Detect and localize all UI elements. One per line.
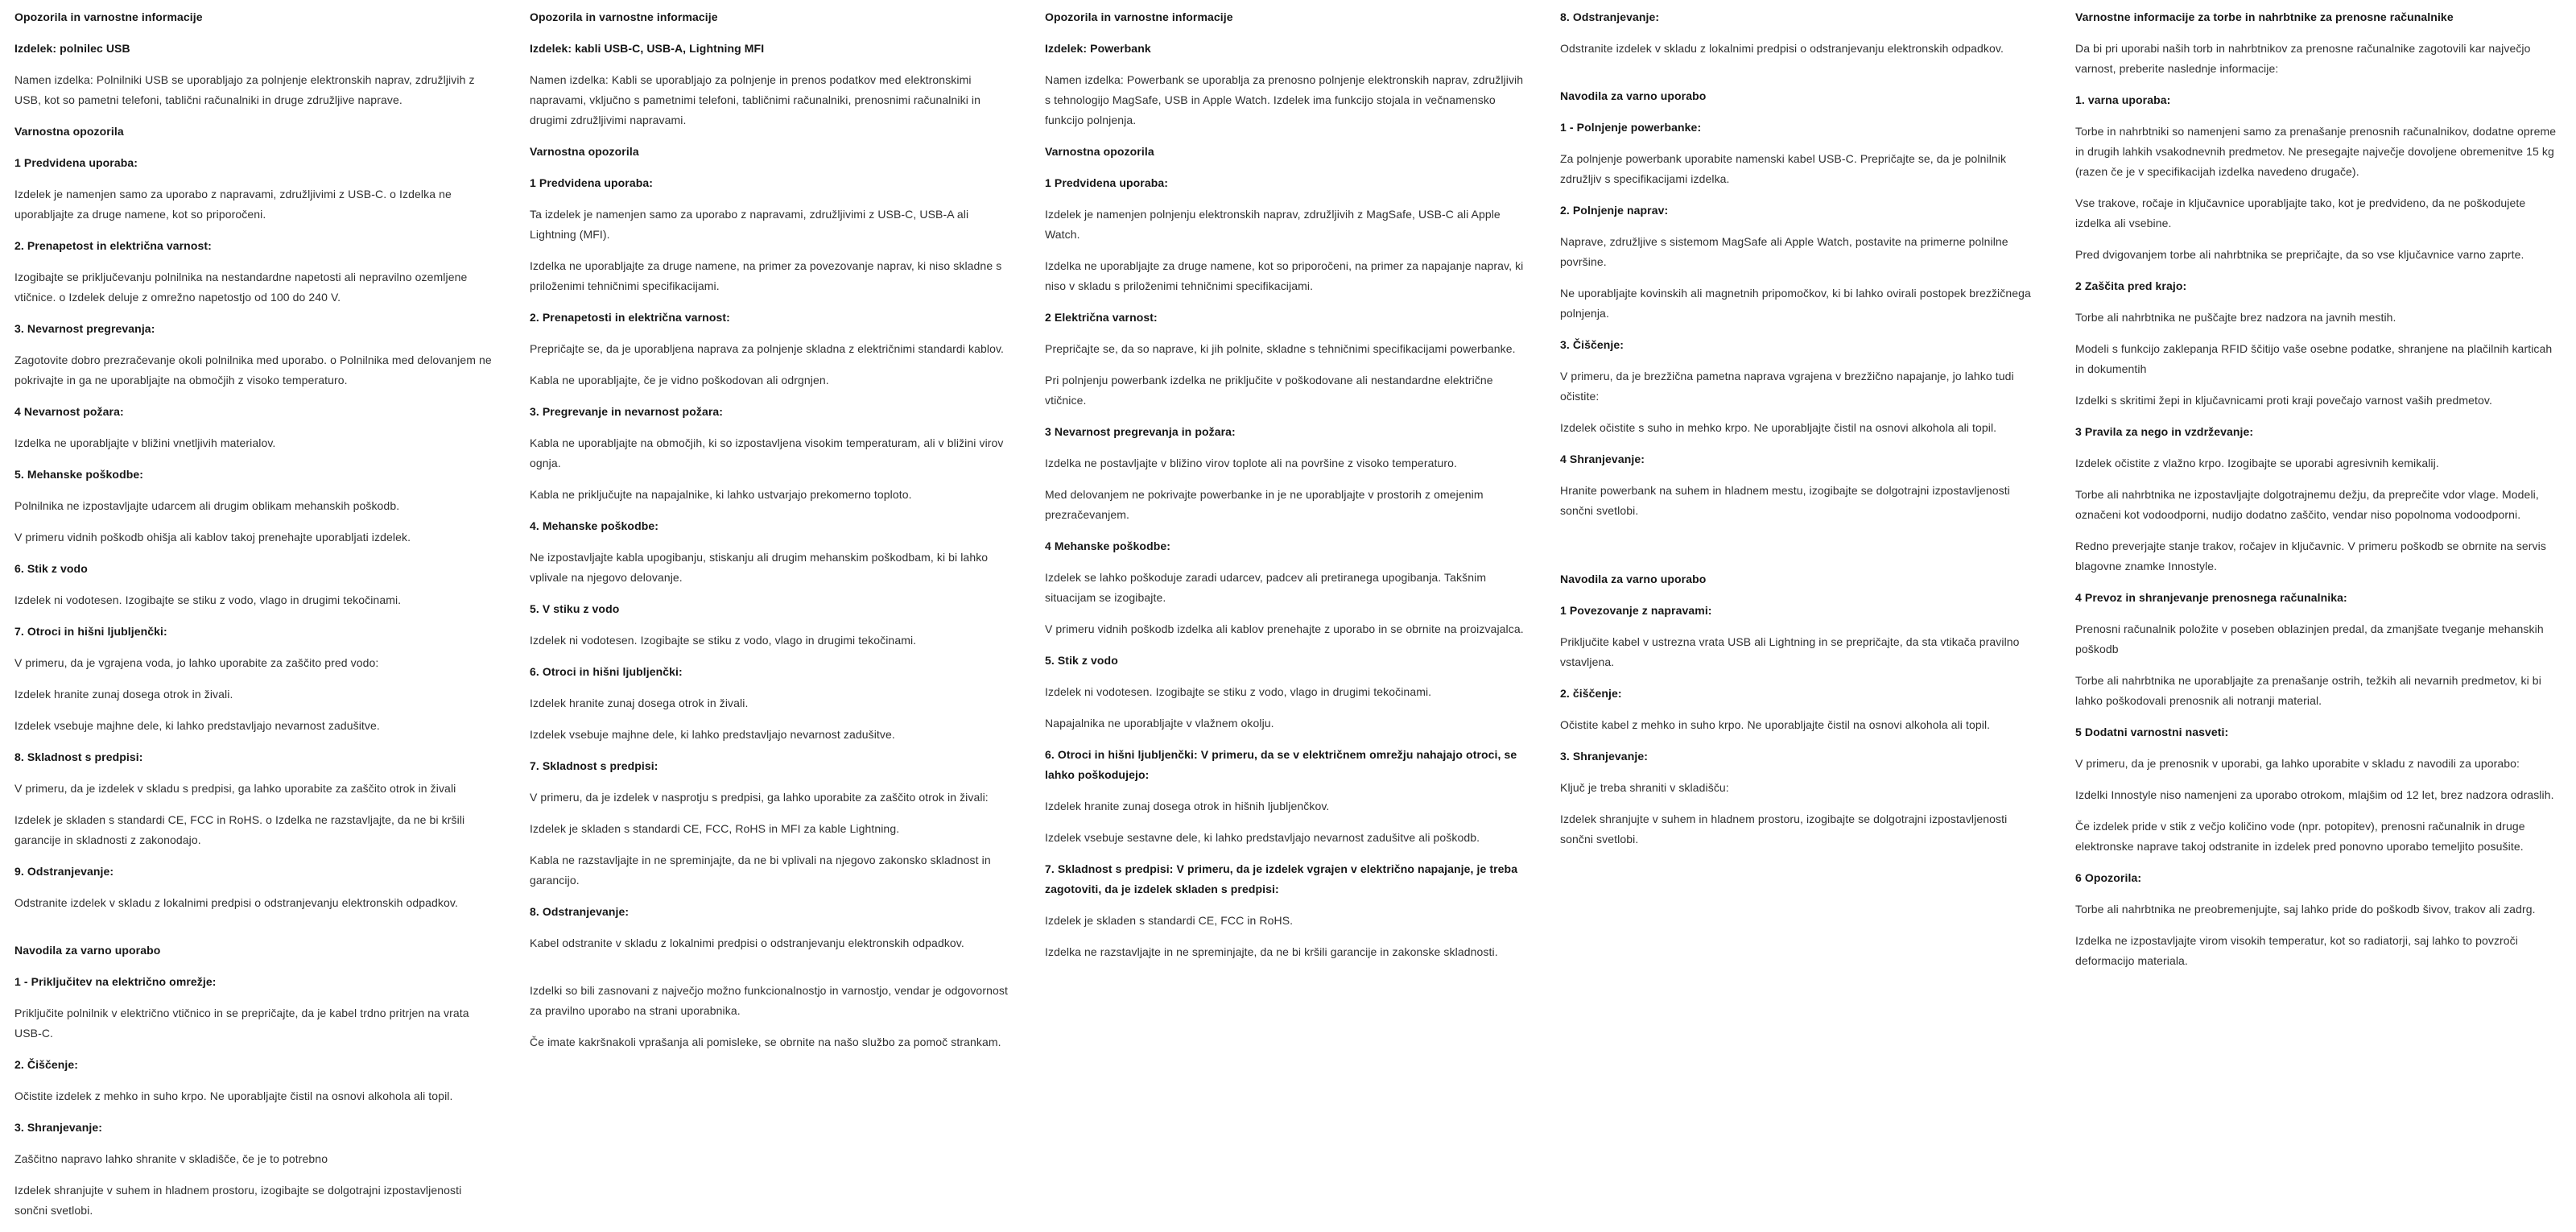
paragraph: Če imate kakršnakoli vprašanja ali pomisleke, se obrnite na našo službo za pomoč strankam. <box>530 1036 1001 1048</box>
paragraph: V primeru, da je prenosnik v uporabi, ga lahko uporabite v skladu z navodili za uporabo: <box>2075 757 2520 770</box>
section-heading: Opozorila in varnostne informacije <box>14 10 203 23</box>
paragraph: Izdelki Innostyle niso namenjeni za uporabo otrokom, mlajšim od 12 let, brez nadzora odraslih. <box>2075 788 2554 801</box>
paragraph: Če izdelek pride v stik z večjo količino vode (npr. potopitev), prenosni računalnik in druge elektronske naprave takoj odstranite in izdelek pred ponovno uporabo temeljito posušite. <box>2075 820 2525 853</box>
paragraph: Izdelka ne postavljajte v bližino virov toplote ali na površine z visoko temperaturo. <box>1045 457 1457 469</box>
paragraph: Izdelek očistite z vlažno krpo. Izogibajte se uporabi agresivnih kemikalij. <box>2075 457 2439 469</box>
paragraph: V primeru, da je vgrajena voda, jo lahko uporabite za zaščito pred vodo: <box>14 656 379 669</box>
paragraph: Vse trakove, ročaje in ključavnice uporabljajte tako, kot je predvideno, da ne poškodujete izdelka ali vsebine. <box>2075 196 2526 229</box>
section-heading: Opozorila in varnostne informacije <box>530 10 718 23</box>
section-heading: 7. Skladnost s predpisi: V primeru, da je izdelek vgrajen v električno napajanje, je treba zagotoviti, da je izdelek skladen s predpisi: <box>1045 862 1518 895</box>
section-heading: 6. Otroci in hišni ljubljenčki: <box>530 665 683 678</box>
section-heading: 2 Električna varnost: <box>1045 311 1158 324</box>
paragraph: Izdelek je namenjen polnjenju elektronskih naprav, združljivih z MagSafe, USB-C ali Apple Watch. <box>1045 208 1501 241</box>
paragraph: V primeru, da je izdelek v skladu s predpisi, ga lahko uporabite za zaščito otrok in živali <box>14 782 456 795</box>
section-heading: Varnostna opozorila <box>14 125 124 138</box>
paragraph: Izogibajte se priključevanju polnilnika na nestandardne napetosti ali nepravilno ozemljene vtičnice. o Izdelek deluje z omrežno napetostjo od 100 do 240 V. <box>14 271 468 304</box>
section-heading: 3. Pregrevanje in nevarnost požara: <box>530 405 724 418</box>
section-heading: 8. Odstranjevanje: <box>530 905 630 918</box>
paragraph: Odstranite izdelek v skladu z lokalnimi predpisi o odstranjevanju elektronskih odpadkov. <box>14 896 458 909</box>
paragraph: Torbe in nahrbtniki so namenjeni samo za prenašanje prenosnih računalnikov, dodatne opreme in drugih lahkih vsakodnevnih predmetov. Ne presegajte največje dovoljene obremenitve 15 kg (razen če je v specifikacijah izdelka navedeno drugače). <box>2075 125 2557 178</box>
paragraph: Izdelek vsebuje majhne dele, ki lahko predstavljajo nevarnost zadušitve. <box>14 719 380 732</box>
paragraph: Hranite powerbank na suhem in hladnem mestu, izogibajte se dolgotrajni izpostavljenosti sončni svetlobi. <box>1560 484 2010 517</box>
paragraph: Napajalnika ne uporabljajte v vlažnem okolju. <box>1045 717 1274 730</box>
section-heading: Navodila za varno uporabo <box>14 944 161 957</box>
paragraph: Kabla ne uporabljajte, če je vidno poškodovan ali odrgnjen. <box>530 374 829 387</box>
section-heading: 4 Shranjevanje: <box>1560 453 1645 465</box>
section-heading: 5. V stiku z vodo <box>530 602 620 615</box>
section-heading: 4 Prevoz in shranjevanje prenosnega računalnika: <box>2075 591 2347 604</box>
paragraph: Med delovanjem ne pokrivajte powerbanke in je ne uporabljajte v prostorih z omejenim prezračevanjem. <box>1045 488 1484 521</box>
paragraph: Izdelka ne razstavljajte in ne spreminjajte, da ne bi kršili garancije in zakonske skladnosti. <box>1045 945 1498 958</box>
section-heading: 2. Polnjenje naprav: <box>1560 204 1669 217</box>
section-heading: 4. Mehanske poškodbe: <box>530 519 659 532</box>
section-heading: Varnostna opozorila <box>1045 145 1154 158</box>
section-heading: 8. Odstranjevanje: <box>1560 10 1660 23</box>
paragraph: Priključite kabel v ustrezna vrata USB ali Lightning in se prepričajte, da sta vtikača pravilno vstavljena. <box>1560 635 2020 668</box>
column-usage-instructions <box>1546 0 2061 861</box>
section-heading: 5 Dodatni varnostni nasveti: <box>2075 726 2229 738</box>
section-heading: 3. Čiščenje: <box>1560 338 1624 351</box>
paragraph: Kabla ne razstavljajte in ne spreminjajte, da ne bi vplivali na njegovo zakonsko skladnost in garancijo. <box>530 854 991 887</box>
paragraph: Izdelki so bili zasnovani z največjo možno funkcionalnostjo in varnostjo, vendar je odgovornost za pravilno uporabo na strani uporabnika. <box>530 984 1008 1017</box>
paragraph: Zaščitno napravo lahko shranite v skladišče, če je to potrebno <box>14 1152 328 1165</box>
section-heading: 7. Otroci in hišni ljubljenčki: <box>14 625 167 638</box>
paragraph: Prepričajte se, da so naprave, ki jih polnite, skladne s tehničnimi specifikacijami powerbanke. <box>1045 342 1516 355</box>
paragraph: V primeru, da je brezžična pametna naprava vgrajena v brezžično napajanje, jo lahko tudi očistite: <box>1560 370 2014 403</box>
section-heading: 3 Nevarnost pregrevanja in požara: <box>1045 425 1236 438</box>
paragraph: Prepričajte se, da je uporabljena naprava za polnjenje skladna z električnimi standardi kablov. <box>530 342 1005 355</box>
paragraph: V primeru vidnih poškodb ohišja ali kablov takoj prenehajte uporabljati izdelek. <box>14 531 411 544</box>
paragraph: Izdelek hranite zunaj dosega otrok in živali. <box>14 688 233 701</box>
section-heading: Varnostne informacije za torbe in nahrbtnike za prenosne računalnike <box>2075 10 2454 23</box>
paragraph: Priključite polnilnik v električno vtičnico in se prepričajte, da je kabel trdno pritrjen na vrata USB-C. <box>14 1007 469 1040</box>
section-heading: 9. Odstranjevanje: <box>14 865 114 878</box>
paragraph: Izdelka ne uporabljajte za druge namene, kot so priporočeni, na primer za napajanje naprav, ki niso v skladu s priloženimi tehničnimi specifikacijami. <box>1045 259 1524 292</box>
paragraph: Polnilnika ne izpostavljajte udarcem ali drugim oblikam mehanskih poškodb. <box>14 499 400 512</box>
paragraph: Ta izdelek je namenjen samo za uporabo z napravami, združljivimi z USB-C, USB-A ali Lightning (MFI). <box>530 208 969 241</box>
paragraph: Izdelek je skladen s standardi CE, FCC in RoHS. o Izdelka ne razstavljajte, da ne bi kršili garancije in skladnosti z zakonodajo. <box>14 813 465 846</box>
paragraph: Izdelek ni vodotesen. Izogibajte se stiku z vodo, vlago in drugimi tekočinami. <box>530 634 917 647</box>
section-heading: 2. čiščenje: <box>1560 687 1622 700</box>
paragraph: Modeli s funkcijo zaklepanja RFID ščitijo vaše osebne podatke, shranjene na plačilnih karticah in dokumentih <box>2075 342 2553 375</box>
paragraph: Izdelek se lahko poškoduje zaradi udarcev, padcev ali pretiranega upogibanja. Takšnim situacijam se izogibajte. <box>1045 571 1487 604</box>
paragraph: Izdelka ne izpostavljajte virom visokih temperatur, kot so radiatorji, saj lahko to povzroči deformacijo materiala. <box>2075 934 2518 967</box>
section-heading: 7. Skladnost s predpisi: <box>530 759 658 772</box>
paragraph: Pri polnjenju powerbank izdelka ne priključite v poškodovane ali nestandardne električne vtičnice. <box>1045 374 1493 407</box>
paragraph: Očistite kabel z mehko in suho krpo. Ne uporabljajte čistil na osnovi alkohola ali topil. <box>1560 718 1991 731</box>
paragraph: Izdelek hranite zunaj dosega otrok in živali. <box>530 697 749 709</box>
section-heading: Izdelek: polnilec USB <box>14 42 130 55</box>
paragraph: Ne izpostavljajte kabla upogibanju, stiskanju ali drugim mehanskim poškodbam, ki bi lahko vplivale na njegovo delovanje. <box>530 551 989 584</box>
section-heading: 6 Opozorila: <box>2075 871 2142 884</box>
section-heading: 5. Stik z vodo <box>1045 654 1118 667</box>
section-heading: Varnostna opozorila <box>530 145 639 158</box>
section-heading: 6. Otroci in hišni ljubljenčki: V primeru, da se v električnem omrežju nahajajo otroci, se lahko poškodujejo: <box>1045 748 1517 781</box>
paragraph: Pred dvigovanjem torbe ali nahrbtnika se prepričajte, da so vse ključavnice varno zaprte. <box>2075 248 2524 261</box>
paragraph: Izdelek shranjujte v suhem in hladnem prostoru, izogibajte se dolgotrajni izpostavljenosti sončni svetlobi. <box>1560 812 2008 845</box>
section-heading: 1 - Priključitev na električno omrežje: <box>14 975 217 988</box>
paragraph: Redno preverjajte stanje trakov, ročajev in ključavnic. V primeru poškodb se obrnite na servis blagovne znamke Innostyle. <box>2075 540 2546 573</box>
section-heading: 1 - Polnjenje powerbanke: <box>1560 121 1702 134</box>
section-heading: 3. Nevarnost pregrevanja: <box>14 322 155 335</box>
paragraph: Izdelek vsebuje sestavne dele, ki lahko predstavljajo nevarnost zadušitve ali poškodb. <box>1045 831 1480 844</box>
section-heading: 1 Predvidena uporaba: <box>530 176 654 189</box>
section-heading: 3 Pravila za nego in vzdrževanje: <box>2075 425 2254 438</box>
paragraph: Odstranite izdelek v skladu z lokalnimi predpisi o odstranjevanju elektronskih odpadkov. <box>1560 42 2004 55</box>
paragraph: Izdelek hranite zunaj dosega otrok in hišnih ljubljenčkov. <box>1045 800 1330 812</box>
section-heading: 4 Nevarnost požara: <box>14 405 124 418</box>
paragraph: Izdelek je skladen s standardi CE, FCC, RoHS in MFI za kable Lightning. <box>530 822 900 835</box>
paragraph: Izdelka ne uporabljajte v bližini vnetljivih materialov. <box>14 436 276 449</box>
section-heading: Izdelek: kabli USB-C, USB-A, Lightning MFI <box>530 42 765 55</box>
paragraph: Naprave, združljive s sistemom MagSafe ali Apple Watch, postavite na primerne polnilne površine. <box>1560 235 2008 268</box>
section-heading: Navodila za varno uporabo <box>1560 89 1707 102</box>
column-laptop-bags-safety <box>2061 0 2576 982</box>
section-heading: 2 Zaščita pred krajo: <box>2075 279 2187 292</box>
section-heading: 6. Stik z vodo <box>14 562 88 575</box>
section-heading: 5. Mehanske poškodbe: <box>14 468 144 481</box>
paragraph: Izdelek očistite s suho in mehko krpo. Ne uporabljajte čistil na osnovi alkohola ali topil. <box>1560 421 1997 434</box>
section-heading: 4 Mehanske poškodbe: <box>1045 540 1171 552</box>
paragraph: Da bi pri uporabi naših torb in nahrbtnikov za prenosne računalnike zagotovili kar največjo varnost, preberite naslednje informacije: <box>2075 42 2531 75</box>
paragraph: Torbe ali nahrbtnika ne uporabljajte za prenašanje ostrih, težkih ali nevarnih predmetov, ki bi lahko poškodovali prenosnik ali notranji material. <box>2075 674 2541 707</box>
paragraph: Izdelek vsebuje majhne dele, ki lahko predstavljajo nevarnost zadušitve. <box>530 728 895 741</box>
paragraph: Namen izdelka: Powerbank se uporablja za prenosno polnjenje elektronskih naprav, združljivih s tehnologijo MagSafe, USB in Apple Watch. Izdelek ima funkcijo stojala in večnamensko funkcijo polnjenja. <box>1045 73 1524 126</box>
paragraph: Ne uporabljajte kovinskih ali magnetnih pripomočkov, ki bi lahko ovirali postopek brezžičnega polnjenja. <box>1560 287 2031 320</box>
paragraph: Kabel odstranite v skladu z lokalnimi predpisi o odstranjevanju elektronskih odpadkov. <box>530 936 964 949</box>
column-usb-charger-safety <box>0 0 515 1232</box>
paragraph: V primeru, da je izdelek v nasprotju s predpisi, ga lahko uporabite za zaščito otrok in živali: <box>530 791 989 804</box>
paragraph: Kabla ne priključujte na napajalnike, ki lahko ustvarjajo prekomerno toploto. <box>530 488 912 501</box>
paragraph: Ključ je treba shraniti v skladišču: <box>1560 781 1729 794</box>
section-heading: 2. Čiščenje: <box>14 1058 79 1071</box>
paragraph: Izdelek ni vodotesen. Izogibajte se stiku z vodo, vlago in drugimi tekočinami. <box>14 593 402 606</box>
section-heading: 1 Povezovanje z napravami: <box>1560 604 1712 617</box>
paragraph: Izdelek ni vodotesen. Izogibajte se stiku z vodo, vlago in drugimi tekočinami. <box>1045 685 1432 698</box>
paragraph: Za polnjenje powerbank uporabite namenski kabel USB-C. Prepričajte se, da je polnilnik združljiv s specifikacijami izdelka. <box>1560 152 2007 185</box>
paragraph: Izdelek je namenjen samo za uporabo z napravami, združljivimi z USB-C. o Izdelka ne uporabljajte za druge namene, kot so priporočeni. <box>14 188 452 221</box>
paragraph: Torbe ali nahrbtnika ne izpostavljajte dolgotrajnemu dežju, da preprečite vdor vlage. Modeli, označeni kot vodoodporni, nudijo dodatno zaščito, vendar niso popolnoma vodoodporni. <box>2075 488 2539 521</box>
section-heading: 1. varna uporaba: <box>2075 93 2171 106</box>
paragraph: V primeru vidnih poškodb izdelka ali kablov prenehajte z uporabo in se obrnite na proizvajalca. <box>1045 622 1524 635</box>
section-heading: 2. Prenapetost in električna varnost: <box>14 239 212 252</box>
paragraph: Kabla ne uporabljajte na območjih, ki so izpostavljena visokim temperaturam, ali v bližini virov ognja. <box>530 436 1004 469</box>
paragraph: Prenosni računalnik položite v poseben oblazinjen predal, da zmanjšate tveganje mehanskih poškodb <box>2075 622 2544 655</box>
paragraph: Zagotovite dobro prezračevanje okoli polnilnika med uporabo. o Polnilnika med delovanjem ne pokrivajte in ga ne uporabljajte na območjih z visoko temperaturo. <box>14 353 492 387</box>
paragraph: Izdelka ne uporabljajte za druge namene, na primer za povezovanje naprav, ki niso skladne s priloženimi tehničnimi specifikacijami. <box>530 259 1002 292</box>
paragraph: Namen izdelka: Polnilniki USB se uporabljajo za polnjenje elektronskih naprav, združljivih z USB, kot so pametni telefoni, tablični računalniki in druge združljive naprave. <box>14 73 475 106</box>
section-heading: Izdelek: Powerbank <box>1045 42 1151 55</box>
paragraph: Torbe ali nahrbtnika ne puščajte brez nadzora na javnih mestih. <box>2075 311 2396 324</box>
paragraph: Očistite izdelek z mehko in suho krpo. Ne uporabljajte čistil na osnovi alkohola ali topil. <box>14 1089 453 1102</box>
section-heading: 1 Predvidena uporaba: <box>14 156 138 169</box>
section-heading: 2. Prenapetosti in električna varnost: <box>530 311 730 324</box>
section-heading: Opozorila in varnostne informacije <box>1045 10 1233 23</box>
section-heading: 1 Predvidena uporaba: <box>1045 176 1169 189</box>
column-cables-safety <box>515 0 1030 1064</box>
paragraph: Izdelek shranjujte v suhem in hladnem prostoru, izogibajte se dolgotrajni izpostavljenosti sončni svetlobi. <box>14 1184 462 1217</box>
paragraph: Torbe ali nahrbtnika ne preobremenjujte, saj lahko pride do poškodb šivov, trakov ali zadrg. <box>2075 903 2536 916</box>
paragraph: Namen izdelka: Kabli se uporabljajo za polnjenje in prenos podatkov med elektronskimi napravami, vključno s pametnimi telefoni, tabličnimi računalniki, prenosnimi računalniki in drugimi združljivimi napravami. <box>530 73 981 126</box>
section-heading: 8. Skladnost s predpisi: <box>14 750 143 763</box>
column-powerbank-safety <box>1030 0 1546 974</box>
section-heading: 3. Shranjevanje: <box>14 1121 102 1134</box>
section-heading: 3. Shranjevanje: <box>1560 750 1648 763</box>
paragraph: Izdelek je skladen s standardi CE, FCC in RoHS. <box>1045 914 1294 927</box>
paragraph: Izdelki s skritimi žepi in ključavnicami proti kraji povečajo varnost vaših predmetov. <box>2075 394 2492 407</box>
section-heading: Navodila za varno uporabo <box>1560 573 1707 585</box>
